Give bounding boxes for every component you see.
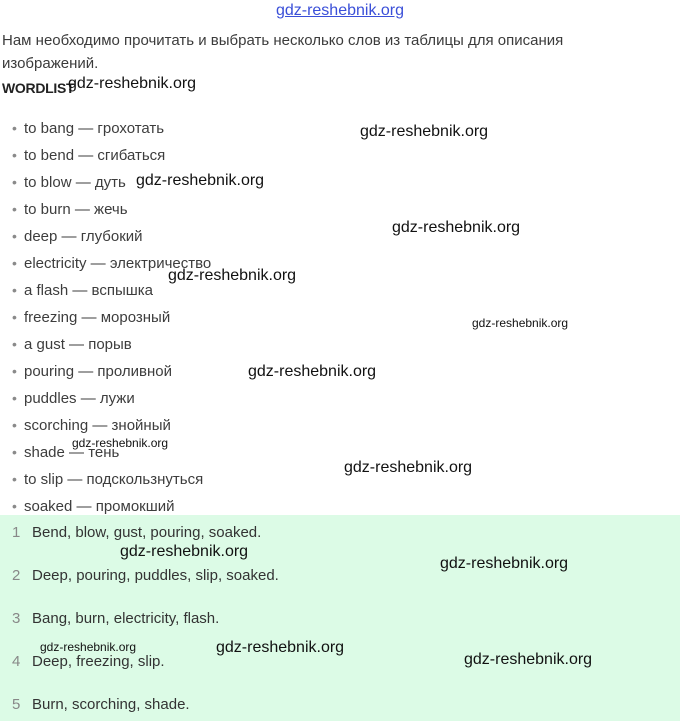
bullet-icon: • [12, 201, 17, 217]
list-item: • to bang — грохотать [12, 116, 211, 143]
watermark: gdz-reshebnik.org [72, 436, 169, 450]
bullet-icon: • [12, 471, 17, 487]
watermark: gdz-reshebnik.org [216, 639, 345, 656]
bullet-icon: • [12, 147, 17, 163]
watermark: gdz-reshebnik.org [168, 267, 297, 284]
answer-text: Bang, burn, electricity, flash. [32, 610, 220, 627]
list-item: • soaked — промокший [12, 494, 211, 521]
bullet-icon: • [12, 417, 17, 433]
watermark: gdz-reshebnik.org [392, 219, 521, 236]
list-item: • electricity — электричество [12, 251, 211, 278]
list-item: • a gust — порыв [12, 332, 211, 359]
answer-number: 1 [12, 524, 21, 541]
list-item: • scorching — знойный [12, 413, 211, 440]
bullet-icon: • [12, 390, 17, 406]
watermark: gdz-reshebnik.org [120, 543, 249, 560]
watermark: gdz-reshebnik.org [464, 651, 593, 668]
answer-row [12, 567, 279, 584]
watermark: gdz-reshebnik.org [40, 640, 137, 654]
answer-number: 2 [12, 567, 21, 584]
wordlist-title: WORDLIST [2, 80, 75, 96]
answers-panel [0, 515, 680, 721]
bullet-icon: • [12, 309, 17, 325]
bullet-icon: • [12, 282, 17, 298]
list-item: • puddles — лужи [12, 386, 211, 413]
list-item: • deep — глубокий [12, 224, 211, 251]
list-item: • freezing — морозный [12, 305, 211, 332]
answer-row [12, 696, 190, 713]
answer-text: Bend, blow, gust, pouring, soaked. [32, 524, 262, 541]
site-header-link[interactable]: gdz-reshebnik.org [275, 2, 405, 19]
watermark: gdz-reshebnik.org [68, 75, 197, 92]
answer-row [12, 524, 261, 541]
watermark: gdz-reshebnik.org [472, 316, 569, 330]
watermark: gdz-reshebnik.org [360, 123, 489, 140]
watermark: gdz-reshebnik.org [440, 555, 569, 572]
bullet-icon: • [12, 444, 17, 460]
watermark: gdz-reshebnik.org [248, 363, 377, 380]
watermark: gdz-reshebnik.org [136, 172, 265, 189]
bullet-icon: • [12, 336, 17, 352]
list-item: • pouring — проливной [12, 359, 211, 386]
list-item: • a flash — вспышка [12, 278, 211, 305]
bullet-icon: • [12, 120, 17, 136]
bullet-icon: • [12, 228, 17, 244]
intro-text: Нам необходимо прочитать и выбрать несколько слов из таблицы для описания изображений. [2, 32, 564, 72]
answer-text: Deep, pouring, puddles, slip, soaked. [32, 567, 279, 584]
list-item: • shade — тень [12, 440, 211, 467]
answer-text: Burn, scorching, shade. [32, 696, 190, 713]
answer-number: 5 [12, 696, 21, 713]
bullet-icon: • [12, 255, 17, 271]
list-item: • to blow — дуть [12, 170, 211, 197]
answer-number: 3 [12, 610, 21, 627]
list-item: • to bend — сгибаться [12, 143, 211, 170]
bullet-icon: • [12, 498, 17, 514]
bullet-icon: • [12, 174, 17, 190]
answer-text: Deep, freezing, slip. [32, 653, 165, 670]
answer-row [12, 653, 165, 670]
answer-number: 4 [12, 653, 21, 670]
bullet-icon: • [12, 363, 17, 379]
watermark: gdz-reshebnik.org [344, 459, 473, 476]
list-item: • to burn — жечь [12, 197, 211, 224]
list-item: • to slip — подскользнуться [12, 467, 211, 494]
answer-row [12, 610, 219, 627]
